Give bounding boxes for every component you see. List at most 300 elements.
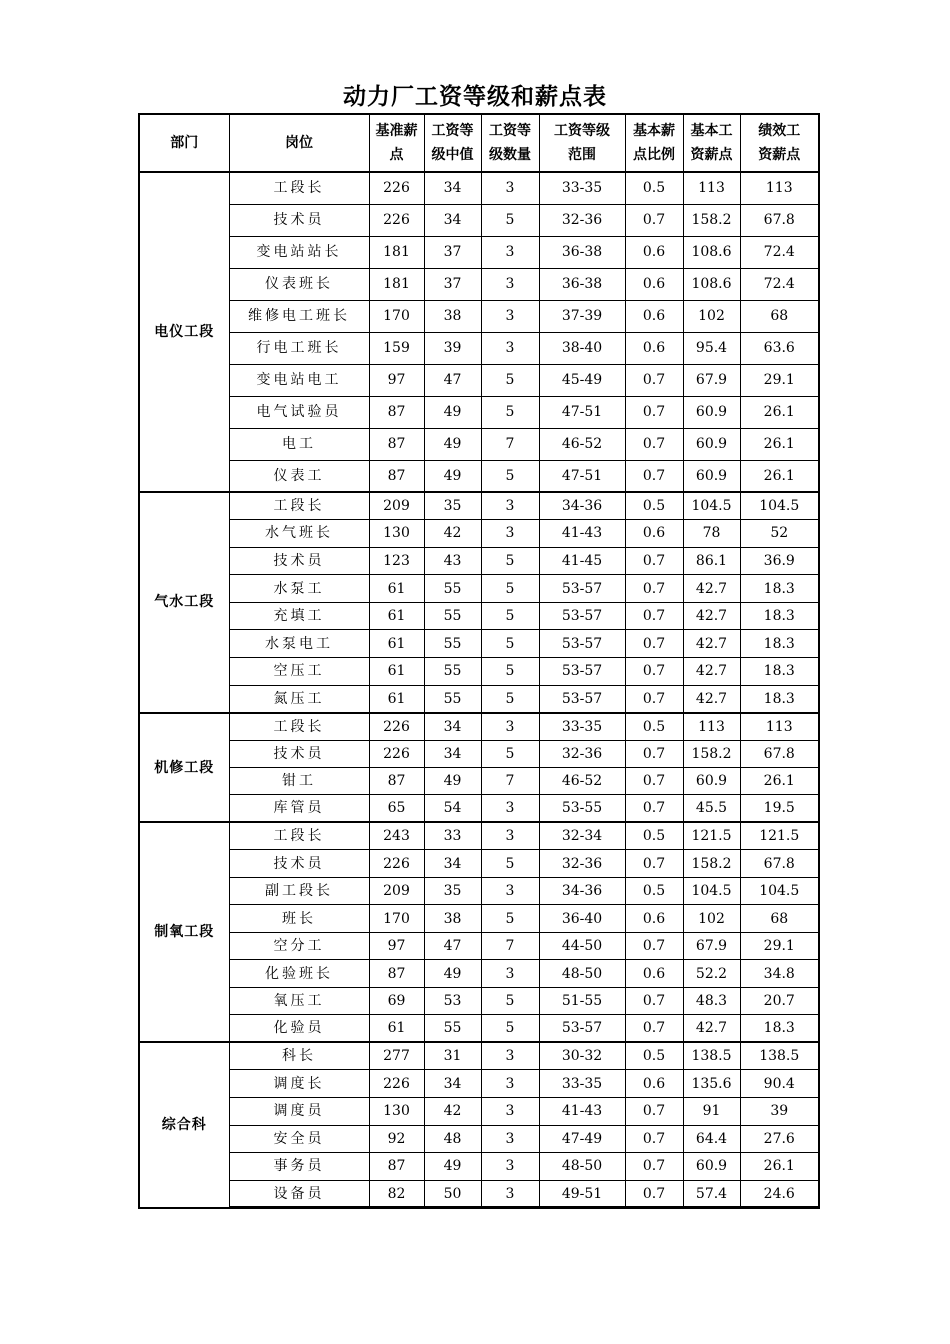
grade-range-cell: 53-57 <box>539 602 625 630</box>
position-cell: 技术员 <box>229 547 369 575</box>
grade-mid-cell: 47 <box>424 932 481 960</box>
position-cell: 空分工 <box>229 932 369 960</box>
grade-mid-cell: 55 <box>424 658 481 686</box>
table-row <box>139 492 819 520</box>
basic-wage-points-cell: 60.9 <box>683 1153 740 1181</box>
base-points-cell: 226 <box>369 713 424 740</box>
position-cell: 技术员 <box>229 204 369 236</box>
basic-wage-points-cell: 42.7 <box>683 575 740 603</box>
basic-wage-points-cell: 135.6 <box>683 1070 740 1098</box>
position-cell: 化验员 <box>229 1015 369 1043</box>
grade-mid-cell: 34 <box>424 1070 481 1098</box>
grade-range-cell: 47-49 <box>539 1125 625 1153</box>
grade-count-cell: 5 <box>481 630 539 658</box>
position-cell: 氧压工 <box>229 987 369 1015</box>
position-cell: 设备员 <box>229 1180 369 1208</box>
grade-range-cell: 53-57 <box>539 575 625 603</box>
table-row <box>139 1125 819 1153</box>
grade-count-cell: 5 <box>481 850 539 878</box>
base-points-cell: 181 <box>369 268 424 300</box>
basic-wage-points-cell: 48.3 <box>683 987 740 1015</box>
grade-count-cell: 3 <box>481 520 539 548</box>
performance-wage-points-cell: 104.5 <box>740 492 819 520</box>
table-row <box>139 905 819 933</box>
basic-wage-points-cell: 158.2 <box>683 850 740 878</box>
base-points-cell: 61 <box>369 685 424 713</box>
grade-count-cell: 3 <box>481 1125 539 1153</box>
basic-ratio-cell: 0.6 <box>625 236 683 268</box>
grade-range-cell: 46-52 <box>539 428 625 460</box>
grade-range-cell: 49-51 <box>539 1180 625 1208</box>
grade-mid-cell: 55 <box>424 630 481 658</box>
table-row <box>139 850 819 878</box>
base-points-cell: 243 <box>369 822 424 850</box>
position-cell: 电气试验员 <box>229 396 369 428</box>
grade-range-cell: 47-51 <box>539 460 625 492</box>
grade-mid-cell: 43 <box>424 547 481 575</box>
grade-mid-cell: 34 <box>424 740 481 767</box>
grade-mid-cell: 55 <box>424 575 481 603</box>
basic-ratio-cell: 0.7 <box>625 547 683 575</box>
basic-ratio-cell: 0.7 <box>625 1180 683 1208</box>
basic-wage-points-cell: 42.7 <box>683 685 740 713</box>
basic-wage-points-cell: 64.4 <box>683 1125 740 1153</box>
grade-count-cell: 7 <box>481 768 539 795</box>
grade-count-cell: 5 <box>481 658 539 686</box>
base-points-cell: 92 <box>369 1125 424 1153</box>
table-row <box>139 1153 819 1181</box>
grade-range-cell: 38-40 <box>539 332 625 364</box>
basic-ratio-cell: 0.7 <box>625 364 683 396</box>
grade-mid-cell: 49 <box>424 460 481 492</box>
grade-range-cell: 34-36 <box>539 877 625 905</box>
base-points-cell: 209 <box>369 492 424 520</box>
grade-range-cell: 33-35 <box>539 172 625 204</box>
basic-wage-points-cell: 42.7 <box>683 658 740 686</box>
dept-cell: 制氧工段 <box>139 822 229 1042</box>
grade-mid-cell: 54 <box>424 795 481 822</box>
basic-wage-points-cell: 60.9 <box>683 396 740 428</box>
table-row <box>139 547 819 575</box>
dept-cell: 综合科 <box>139 1042 229 1208</box>
grade-count-cell: 3 <box>481 172 539 204</box>
grade-range-cell: 53-57 <box>539 630 625 658</box>
position-cell: 调度员 <box>229 1098 369 1126</box>
position-cell: 工段长 <box>229 713 369 740</box>
grade-range-cell: 41-43 <box>539 1098 625 1126</box>
grade-mid-cell: 35 <box>424 492 481 520</box>
performance-wage-points-cell: 138.5 <box>740 1042 819 1070</box>
table-row <box>139 932 819 960</box>
grade-mid-cell: 42 <box>424 520 481 548</box>
grade-mid-cell: 35 <box>424 877 481 905</box>
basic-wage-points-cell: 67.9 <box>683 364 740 396</box>
table-row <box>139 428 819 460</box>
performance-wage-points-cell: 68 <box>740 905 819 933</box>
position-cell: 事务员 <box>229 1153 369 1181</box>
performance-wage-points-cell: 67.8 <box>740 850 819 878</box>
grade-count-cell: 3 <box>481 268 539 300</box>
header-base-points: 基准薪 点 <box>369 114 424 172</box>
grade-count-cell: 3 <box>481 1042 539 1070</box>
position-cell: 仪表班长 <box>229 268 369 300</box>
position-cell: 调度长 <box>229 1070 369 1098</box>
grade-range-cell: 32-36 <box>539 204 625 236</box>
header-grade-count: 工资等 级数量 <box>481 114 539 172</box>
dept-cell: 气水工段 <box>139 492 229 713</box>
base-points-cell: 87 <box>369 960 424 988</box>
basic-wage-points-cell: 113 <box>683 172 740 204</box>
performance-wage-points-cell: 18.3 <box>740 602 819 630</box>
basic-ratio-cell: 0.7 <box>625 658 683 686</box>
basic-wage-points-cell: 108.6 <box>683 236 740 268</box>
performance-wage-points-cell: 29.1 <box>740 364 819 396</box>
table-row <box>139 332 819 364</box>
basic-wage-points-cell: 102 <box>683 905 740 933</box>
grade-mid-cell: 55 <box>424 602 481 630</box>
grade-range-cell: 30-32 <box>539 1042 625 1070</box>
table-row <box>139 822 819 850</box>
basic-ratio-cell: 0.7 <box>625 204 683 236</box>
grade-range-cell: 32-34 <box>539 822 625 850</box>
table-row <box>139 396 819 428</box>
grade-count-cell: 5 <box>481 1015 539 1043</box>
table-row <box>139 1180 819 1208</box>
performance-wage-points-cell: 72.4 <box>740 236 819 268</box>
position-cell: 空压工 <box>229 658 369 686</box>
table-row <box>139 1042 819 1070</box>
position-cell: 行电工班长 <box>229 332 369 364</box>
header-performance-wage-points: 绩效工 资薪点 <box>740 114 819 172</box>
basic-ratio-cell: 0.6 <box>625 520 683 548</box>
grade-range-cell: 32-36 <box>539 850 625 878</box>
basic-wage-points-cell: 42.7 <box>683 1015 740 1043</box>
grade-count-cell: 5 <box>481 396 539 428</box>
wage-table <box>138 113 820 1209</box>
grade-range-cell: 51-55 <box>539 987 625 1015</box>
grade-count-cell: 5 <box>481 987 539 1015</box>
grade-mid-cell: 55 <box>424 685 481 713</box>
position-cell: 氮压工 <box>229 685 369 713</box>
grade-mid-cell: 50 <box>424 1180 481 1208</box>
grade-count-cell: 3 <box>481 1153 539 1181</box>
position-cell: 水气班长 <box>229 520 369 548</box>
basic-wage-points-cell: 42.7 <box>683 602 740 630</box>
performance-wage-points-cell: 67.8 <box>740 740 819 767</box>
grade-range-cell: 37-39 <box>539 300 625 332</box>
grade-mid-cell: 38 <box>424 905 481 933</box>
grade-count-cell: 3 <box>481 713 539 740</box>
performance-wage-points-cell: 26.1 <box>740 460 819 492</box>
grade-mid-cell: 34 <box>424 850 481 878</box>
position-cell: 仪表工 <box>229 460 369 492</box>
grade-mid-cell: 53 <box>424 987 481 1015</box>
base-points-cell: 97 <box>369 932 424 960</box>
performance-wage-points-cell: 63.6 <box>740 332 819 364</box>
base-points-cell: 61 <box>369 630 424 658</box>
position-cell: 化验班长 <box>229 960 369 988</box>
grade-range-cell: 48-50 <box>539 960 625 988</box>
performance-wage-points-cell: 18.3 <box>740 575 819 603</box>
position-cell: 电工 <box>229 428 369 460</box>
performance-wage-points-cell: 34.8 <box>740 960 819 988</box>
performance-wage-points-cell: 68 <box>740 300 819 332</box>
basic-wage-points-cell: 42.7 <box>683 630 740 658</box>
table-row <box>139 685 819 713</box>
grade-mid-cell: 55 <box>424 1015 481 1043</box>
grade-range-cell: 46-52 <box>539 768 625 795</box>
basic-wage-points-cell: 52.2 <box>683 960 740 988</box>
table-row <box>139 1098 819 1126</box>
dept-cell: 机修工段 <box>139 713 229 823</box>
position-cell: 科长 <box>229 1042 369 1070</box>
basic-ratio-cell: 0.5 <box>625 1042 683 1070</box>
basic-wage-points-cell: 78 <box>683 520 740 548</box>
basic-ratio-cell: 0.7 <box>625 602 683 630</box>
table-row <box>139 658 819 686</box>
grade-mid-cell: 49 <box>424 396 481 428</box>
grade-range-cell: 41-45 <box>539 547 625 575</box>
grade-count-cell: 3 <box>481 795 539 822</box>
basic-wage-points-cell: 60.9 <box>683 428 740 460</box>
grade-range-cell: 53-57 <box>539 658 625 686</box>
header-basic-wage-points: 基本工 资薪点 <box>683 114 740 172</box>
position-cell: 工段长 <box>229 172 369 204</box>
performance-wage-points-cell: 90.4 <box>740 1070 819 1098</box>
base-points-cell: 69 <box>369 987 424 1015</box>
basic-wage-points-cell: 60.9 <box>683 460 740 492</box>
performance-wage-points-cell: 26.1 <box>740 428 819 460</box>
basic-ratio-cell: 0.5 <box>625 492 683 520</box>
performance-wage-points-cell: 29.1 <box>740 932 819 960</box>
grade-range-cell: 47-51 <box>539 396 625 428</box>
header-dept: 部门 <box>139 114 229 172</box>
basic-wage-points-cell: 95.4 <box>683 332 740 364</box>
grade-mid-cell: 34 <box>424 204 481 236</box>
basic-wage-points-cell: 60.9 <box>683 768 740 795</box>
grade-count-cell: 5 <box>481 547 539 575</box>
grade-range-cell: 45-49 <box>539 364 625 396</box>
grade-range-cell: 36-38 <box>539 236 625 268</box>
grade-count-cell: 3 <box>481 332 539 364</box>
basic-ratio-cell: 0.7 <box>625 630 683 658</box>
performance-wage-points-cell: 18.3 <box>740 630 819 658</box>
basic-wage-points-cell: 45.5 <box>683 795 740 822</box>
basic-ratio-cell: 0.7 <box>625 1153 683 1181</box>
table-row <box>139 795 819 822</box>
base-points-cell: 87 <box>369 460 424 492</box>
basic-ratio-cell: 0.5 <box>625 877 683 905</box>
base-points-cell: 226 <box>369 850 424 878</box>
base-points-cell: 87 <box>369 768 424 795</box>
table-row <box>139 713 819 740</box>
basic-ratio-cell: 0.6 <box>625 905 683 933</box>
basic-wage-points-cell: 138.5 <box>683 1042 740 1070</box>
grade-count-cell: 3 <box>481 236 539 268</box>
grade-mid-cell: 42 <box>424 1098 481 1126</box>
grade-count-cell: 5 <box>481 460 539 492</box>
wage-table-body <box>139 172 819 1208</box>
basic-ratio-cell: 0.7 <box>625 1015 683 1043</box>
basic-ratio-cell: 0.7 <box>625 987 683 1015</box>
grade-range-cell: 41-43 <box>539 520 625 548</box>
table-row <box>139 236 819 268</box>
grade-count-cell: 3 <box>481 492 539 520</box>
grade-count-cell: 3 <box>481 1180 539 1208</box>
basic-wage-points-cell: 121.5 <box>683 822 740 850</box>
header-basic-ratio: 基本薪 点比例 <box>625 114 683 172</box>
table-row <box>139 768 819 795</box>
grade-range-cell: 44-50 <box>539 932 625 960</box>
grade-range-cell: 33-35 <box>539 1070 625 1098</box>
base-points-cell: 97 <box>369 364 424 396</box>
header-grade-range: 工资等级 范围 <box>539 114 625 172</box>
grade-count-cell: 3 <box>481 1070 539 1098</box>
grade-count-cell: 5 <box>481 740 539 767</box>
table-row <box>139 268 819 300</box>
basic-wage-points-cell: 57.4 <box>683 1180 740 1208</box>
basic-ratio-cell: 0.7 <box>625 1125 683 1153</box>
position-cell: 副工段长 <box>229 877 369 905</box>
table-row <box>139 520 819 548</box>
basic-ratio-cell: 0.7 <box>625 850 683 878</box>
header-row <box>139 114 819 172</box>
performance-wage-points-cell: 52 <box>740 520 819 548</box>
basic-wage-points-cell: 86.1 <box>683 547 740 575</box>
position-cell: 水泵电工 <box>229 630 369 658</box>
table-row <box>139 602 819 630</box>
basic-ratio-cell: 0.6 <box>625 332 683 364</box>
table-row <box>139 877 819 905</box>
basic-ratio-cell: 0.7 <box>625 396 683 428</box>
header-position: 岗位 <box>229 114 369 172</box>
grade-count-cell: 5 <box>481 685 539 713</box>
basic-wage-points-cell: 158.2 <box>683 740 740 767</box>
base-points-cell: 87 <box>369 396 424 428</box>
basic-ratio-cell: 0.7 <box>625 740 683 767</box>
basic-wage-points-cell: 158.2 <box>683 204 740 236</box>
basic-ratio-cell: 0.5 <box>625 172 683 204</box>
performance-wage-points-cell: 39 <box>740 1098 819 1126</box>
grade-range-cell: 34-36 <box>539 492 625 520</box>
grade-mid-cell: 34 <box>424 713 481 740</box>
grade-mid-cell: 49 <box>424 768 481 795</box>
performance-wage-points-cell: 18.3 <box>740 658 819 686</box>
basic-wage-points-cell: 104.5 <box>683 492 740 520</box>
basic-ratio-cell: 0.7 <box>625 768 683 795</box>
position-cell: 库管员 <box>229 795 369 822</box>
basic-wage-points-cell: 91 <box>683 1098 740 1126</box>
position-cell: 技术员 <box>229 850 369 878</box>
grade-mid-cell: 37 <box>424 236 481 268</box>
position-cell: 维修电工班长 <box>229 300 369 332</box>
base-points-cell: 209 <box>369 877 424 905</box>
grade-range-cell: 53-55 <box>539 795 625 822</box>
basic-ratio-cell: 0.7 <box>625 460 683 492</box>
base-points-cell: 61 <box>369 1015 424 1043</box>
base-points-cell: 226 <box>369 740 424 767</box>
performance-wage-points-cell: 104.5 <box>740 877 819 905</box>
table-row <box>139 364 819 396</box>
base-points-cell: 159 <box>369 332 424 364</box>
base-points-cell: 226 <box>369 1070 424 1098</box>
performance-wage-points-cell: 18.3 <box>740 1015 819 1043</box>
grade-mid-cell: 31 <box>424 1042 481 1070</box>
position-cell: 班长 <box>229 905 369 933</box>
grade-range-cell: 33-35 <box>539 713 625 740</box>
grade-count-cell: 7 <box>481 932 539 960</box>
base-points-cell: 65 <box>369 795 424 822</box>
table-row <box>139 987 819 1015</box>
grade-count-cell: 5 <box>481 204 539 236</box>
grade-count-cell: 5 <box>481 905 539 933</box>
performance-wage-points-cell: 20.7 <box>740 987 819 1015</box>
basic-ratio-cell: 0.6 <box>625 1070 683 1098</box>
performance-wage-points-cell: 36.9 <box>740 547 819 575</box>
basic-ratio-cell: 0.6 <box>625 960 683 988</box>
basic-wage-points-cell: 104.5 <box>683 877 740 905</box>
basic-ratio-cell: 0.6 <box>625 300 683 332</box>
table-row <box>139 960 819 988</box>
basic-ratio-cell: 0.5 <box>625 713 683 740</box>
grade-count-cell: 5 <box>481 364 539 396</box>
position-cell: 充填工 <box>229 602 369 630</box>
grade-mid-cell: 39 <box>424 332 481 364</box>
basic-ratio-cell: 0.6 <box>625 268 683 300</box>
grade-mid-cell: 49 <box>424 960 481 988</box>
grade-mid-cell: 38 <box>424 300 481 332</box>
position-cell: 安全员 <box>229 1125 369 1153</box>
grade-count-cell: 7 <box>481 428 539 460</box>
table-row <box>139 575 819 603</box>
base-points-cell: 170 <box>369 905 424 933</box>
performance-wage-points-cell: 121.5 <box>740 822 819 850</box>
grade-range-cell: 48-50 <box>539 1153 625 1181</box>
base-points-cell: 170 <box>369 300 424 332</box>
base-points-cell: 61 <box>369 602 424 630</box>
grade-mid-cell: 49 <box>424 428 481 460</box>
position-cell: 水泵工 <box>229 575 369 603</box>
base-points-cell: 61 <box>369 575 424 603</box>
grade-mid-cell: 49 <box>424 1153 481 1181</box>
grade-count-cell: 3 <box>481 877 539 905</box>
table-row <box>139 1015 819 1043</box>
grade-count-cell: 5 <box>481 602 539 630</box>
grade-range-cell: 53-57 <box>539 1015 625 1043</box>
grade-mid-cell: 33 <box>424 822 481 850</box>
page-title: 动力厂工资等级和薪点表 <box>343 84 607 110</box>
basic-ratio-cell: 0.7 <box>625 1098 683 1126</box>
performance-wage-points-cell: 24.6 <box>740 1180 819 1208</box>
performance-wage-points-cell: 72.4 <box>740 268 819 300</box>
table-row <box>139 172 819 204</box>
basic-ratio-cell: 0.7 <box>625 685 683 713</box>
position-cell: 钳工 <box>229 768 369 795</box>
base-points-cell: 181 <box>369 236 424 268</box>
position-cell: 工段长 <box>229 822 369 850</box>
table-row <box>139 460 819 492</box>
performance-wage-points-cell: 113 <box>740 172 819 204</box>
base-points-cell: 61 <box>369 658 424 686</box>
table-row <box>139 1070 819 1098</box>
basic-wage-points-cell: 113 <box>683 713 740 740</box>
base-points-cell: 87 <box>369 1153 424 1181</box>
performance-wage-points-cell: 19.5 <box>740 795 819 822</box>
basic-ratio-cell: 0.7 <box>625 575 683 603</box>
position-cell: 变电站电工 <box>229 364 369 396</box>
base-points-cell: 87 <box>369 428 424 460</box>
basic-ratio-cell: 0.7 <box>625 428 683 460</box>
